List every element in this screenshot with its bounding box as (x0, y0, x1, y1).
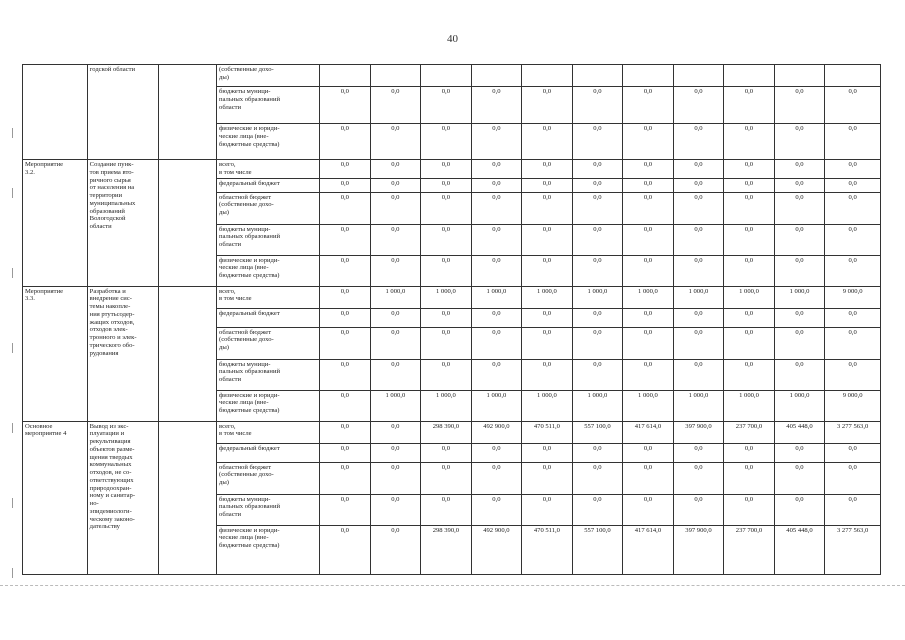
value-cell: 0,0 (522, 494, 573, 525)
value-cell: 0,0 (774, 192, 825, 224)
funding-source-cell: физические и юриди- ческие лица (вне- бюджетные средства) (217, 124, 320, 160)
value-cell: 0,0 (825, 178, 881, 192)
value-cell: 0,0 (522, 462, 573, 494)
value-cell: 0,0 (724, 443, 775, 462)
value-cell: 0,0 (471, 494, 522, 525)
value-cell: 0,0 (572, 494, 623, 525)
value-cell: 0,0 (774, 224, 825, 255)
value-cell: 0,0 (724, 255, 775, 286)
value-cell: 0,0 (825, 160, 881, 179)
description-cell: годской области (87, 65, 159, 160)
value-cell: 0,0 (623, 178, 674, 192)
value-cell: 0,0 (825, 359, 881, 390)
value-cell: 0,0 (774, 178, 825, 192)
value-cell: 0,0 (320, 87, 371, 124)
value-cell (774, 65, 825, 87)
value-cell: 0,0 (673, 255, 724, 286)
value-cell: 0,0 (673, 124, 724, 160)
value-cell: 0,0 (421, 178, 472, 192)
value-cell: 0,0 (522, 224, 573, 255)
value-cell: 0,0 (774, 359, 825, 390)
measure-cell: Мероприятие 3.3. (23, 286, 88, 421)
measure-cell: Мероприятие 3.2. (23, 160, 88, 287)
value-cell: 0,0 (673, 160, 724, 179)
value-cell: 492 900,0 (471, 421, 522, 443)
value-cell: 0,0 (623, 308, 674, 327)
value-cell: 0,0 (522, 359, 573, 390)
funding-source-cell: бюджеты муници- пальных образований области (217, 494, 320, 525)
funding-source-cell: федеральный бюджет (217, 178, 320, 192)
value-cell: 557 100,0 (572, 421, 623, 443)
value-cell: 405 448,0 (774, 525, 825, 574)
value-cell: 0,0 (370, 359, 421, 390)
value-cell: 0,0 (370, 525, 421, 574)
value-cell: 1 000,0 (471, 286, 522, 308)
page-number: 40 (447, 33, 458, 45)
funding-source-cell: федеральный бюджет (217, 443, 320, 462)
value-cell: 0,0 (825, 494, 881, 525)
table-row (23, 286, 881, 308)
value-cell: 3 277 563,0 (825, 421, 881, 443)
value-cell: 3 277 563,0 (825, 525, 881, 574)
value-cell: 0,0 (623, 255, 674, 286)
value-cell: 0,0 (471, 160, 522, 179)
value-cell: 470 511,0 (522, 525, 573, 574)
value-cell: 0,0 (421, 462, 472, 494)
value-cell: 0,0 (471, 462, 522, 494)
value-cell: 0,0 (774, 494, 825, 525)
margin-marks (12, 128, 14, 588)
value-cell: 0,0 (320, 390, 371, 421)
value-cell: 0,0 (623, 160, 674, 179)
value-cell: 1 000,0 (421, 286, 472, 308)
funding-source-cell: (собственные дохо- ды) (217, 65, 320, 87)
value-cell: 0,0 (825, 87, 881, 124)
value-cell: 0,0 (370, 327, 421, 359)
value-cell: 0,0 (774, 255, 825, 286)
value-cell: 0,0 (673, 327, 724, 359)
funding-source-cell: всего, в том числе (217, 160, 320, 179)
funding-source-cell: физические и юриди- ческие лица (вне- бюджетные средства) (217, 390, 320, 421)
value-cell: 0,0 (421, 308, 472, 327)
value-cell (320, 65, 371, 87)
value-cell: 0,0 (370, 421, 421, 443)
value-cell: 1 000,0 (370, 286, 421, 308)
value-cell: 0,0 (724, 327, 775, 359)
value-cell: 0,0 (320, 192, 371, 224)
value-cell: 0,0 (522, 87, 573, 124)
value-cell: 237 700,0 (724, 525, 775, 574)
funding-source-cell: всего, в том числе (217, 421, 320, 443)
value-cell (825, 65, 881, 87)
value-cell: 470 511,0 (522, 421, 573, 443)
value-cell: 0,0 (370, 160, 421, 179)
funding-source-cell: бюджеты муници- пальных образований области (217, 359, 320, 390)
measure-cell: Основное мероприятие 4 (23, 421, 88, 574)
value-cell (370, 65, 421, 87)
value-cell: 405 448,0 (774, 421, 825, 443)
value-cell: 0,0 (774, 87, 825, 124)
value-cell: 397 900,0 (673, 525, 724, 574)
value-cell: 1 000,0 (623, 390, 674, 421)
value-cell: 1 000,0 (623, 286, 674, 308)
value-cell: 0,0 (724, 308, 775, 327)
funding-source-cell: всего, в том числе (217, 286, 320, 308)
value-cell (623, 65, 674, 87)
value-cell: 0,0 (522, 192, 573, 224)
value-cell: 0,0 (774, 160, 825, 179)
value-cell: 0,0 (522, 178, 573, 192)
value-cell: 0,0 (825, 192, 881, 224)
value-cell: 0,0 (673, 87, 724, 124)
value-cell: 0,0 (724, 224, 775, 255)
value-cell: 0,0 (421, 359, 472, 390)
funding-source-cell: федеральный бюджет (217, 308, 320, 327)
value-cell (673, 65, 724, 87)
value-cell: 0,0 (471, 327, 522, 359)
value-cell: 0,0 (370, 462, 421, 494)
value-cell: 0,0 (320, 124, 371, 160)
value-cell: 0,0 (825, 462, 881, 494)
value-cell: 397 900,0 (673, 421, 724, 443)
value-cell: 0,0 (572, 308, 623, 327)
value-cell: 237 700,0 (724, 421, 775, 443)
value-cell: 1 000,0 (471, 390, 522, 421)
value-cell: 1 000,0 (673, 286, 724, 308)
funding-source-cell: бюджеты муници- пальных образований области (217, 87, 320, 124)
responsible-cell (159, 65, 217, 160)
value-cell: 0,0 (673, 192, 724, 224)
responsible-cell (159, 160, 217, 287)
value-cell: 0,0 (825, 308, 881, 327)
value-cell: 0,0 (320, 308, 371, 327)
value-cell: 0,0 (623, 87, 674, 124)
value-cell: 0,0 (370, 87, 421, 124)
value-cell: 0,0 (825, 255, 881, 286)
value-cell: 0,0 (421, 224, 472, 255)
value-cell: 0,0 (522, 160, 573, 179)
value-cell: 0,0 (471, 124, 522, 160)
measure-cell (23, 65, 88, 160)
funding-source-cell: физические и юриди- ческие лица (вне- бюджетные средства) (217, 255, 320, 286)
value-cell: 0,0 (825, 224, 881, 255)
value-cell: 0,0 (421, 124, 472, 160)
value-cell: 0,0 (572, 178, 623, 192)
value-cell: 0,0 (774, 443, 825, 462)
value-cell: 0,0 (421, 494, 472, 525)
value-cell: 1 000,0 (370, 390, 421, 421)
page-bottom-rule (0, 585, 905, 587)
value-cell: 0,0 (572, 327, 623, 359)
value-cell: 0,0 (471, 255, 522, 286)
value-cell: 557 100,0 (572, 525, 623, 574)
value-cell: 0,0 (724, 359, 775, 390)
value-cell: 0,0 (774, 308, 825, 327)
value-cell: 0,0 (572, 224, 623, 255)
value-cell: 0,0 (320, 359, 371, 390)
value-cell (522, 65, 573, 87)
value-cell: 1 000,0 (522, 286, 573, 308)
description-cell: Вывод из экс- плуатации и рекультивация объектов разме- щения твердых коммунальных отходов, не со- ответствующих природоохран- ному и санитар- но- эпидемиологи- ческому законо- дательству (87, 421, 159, 574)
value-cell: 0,0 (572, 443, 623, 462)
value-cell: 0,0 (471, 443, 522, 462)
value-cell: 0,0 (673, 443, 724, 462)
value-cell: 0,0 (572, 462, 623, 494)
value-cell: 492 900,0 (471, 525, 522, 574)
value-cell: 0,0 (724, 178, 775, 192)
value-cell: 0,0 (522, 308, 573, 327)
value-cell: 0,0 (623, 327, 674, 359)
table-row (23, 421, 881, 443)
value-cell: 0,0 (724, 192, 775, 224)
value-cell: 0,0 (421, 87, 472, 124)
value-cell: 417 614,0 (623, 421, 674, 443)
value-cell: 0,0 (471, 308, 522, 327)
value-cell: 0,0 (572, 192, 623, 224)
value-cell: 0,0 (320, 178, 371, 192)
value-cell: 0,0 (471, 192, 522, 224)
value-cell: 0,0 (825, 443, 881, 462)
value-cell: 0,0 (421, 192, 472, 224)
value-cell: 0,0 (673, 359, 724, 390)
responsible-cell (159, 421, 217, 574)
value-cell: 9 000,0 (825, 390, 881, 421)
value-cell: 0,0 (673, 462, 724, 494)
value-cell: 0,0 (623, 443, 674, 462)
value-cell: 0,0 (421, 443, 472, 462)
value-cell: 0,0 (724, 494, 775, 525)
table-row (23, 160, 881, 179)
value-cell (421, 65, 472, 87)
value-cell: 1 000,0 (572, 286, 623, 308)
value-cell: 1 000,0 (774, 390, 825, 421)
funding-source-cell: областной бюджет (собственные дохо- ды) (217, 192, 320, 224)
value-cell: 0,0 (724, 87, 775, 124)
value-cell: 0,0 (471, 87, 522, 124)
value-cell: 0,0 (320, 462, 371, 494)
value-cell: 0,0 (370, 192, 421, 224)
responsible-cell (159, 286, 217, 421)
value-cell: 0,0 (572, 359, 623, 390)
value-cell (572, 65, 623, 87)
value-cell: 0,0 (370, 494, 421, 525)
funding-source-cell: физические и юриди- ческие лица (вне- бюджетные средства) (217, 525, 320, 574)
value-cell: 0,0 (471, 224, 522, 255)
value-cell: 1 000,0 (572, 390, 623, 421)
description-cell: Разработка и внедрение сис- темы накопле- ния ртутьсодер- жащих отходов, отходов элек- тронного и элек- трического обо- рудования (87, 286, 159, 421)
value-cell: 298 390,0 (421, 421, 472, 443)
value-cell (471, 65, 522, 87)
budget-table (22, 64, 881, 575)
value-cell: 0,0 (724, 462, 775, 494)
value-cell: 0,0 (623, 462, 674, 494)
value-cell: 0,0 (572, 255, 623, 286)
value-cell: 0,0 (623, 359, 674, 390)
value-cell: 0,0 (421, 255, 472, 286)
value-cell: 0,0 (320, 327, 371, 359)
value-cell: 0,0 (370, 178, 421, 192)
value-cell: 1 000,0 (673, 390, 724, 421)
value-cell: 0,0 (522, 443, 573, 462)
value-cell: 0,0 (623, 192, 674, 224)
value-cell: 0,0 (623, 494, 674, 525)
value-cell (724, 65, 775, 87)
value-cell: 0,0 (724, 160, 775, 179)
value-cell: 0,0 (320, 494, 371, 525)
value-cell: 1 000,0 (724, 390, 775, 421)
value-cell: 0,0 (421, 327, 472, 359)
value-cell: 0,0 (572, 160, 623, 179)
value-cell: 1 000,0 (774, 286, 825, 308)
value-cell: 0,0 (320, 224, 371, 255)
value-cell: 0,0 (774, 124, 825, 160)
value-cell: 0,0 (370, 443, 421, 462)
value-cell: 0,0 (370, 224, 421, 255)
value-cell: 0,0 (623, 224, 674, 255)
value-cell: 1 000,0 (522, 390, 573, 421)
value-cell: 0,0 (825, 124, 881, 160)
funding-source-cell: областной бюджет (собственные дохо- ды) (217, 327, 320, 359)
value-cell: 0,0 (320, 160, 371, 179)
value-cell: 0,0 (370, 255, 421, 286)
value-cell: 0,0 (471, 359, 522, 390)
value-cell: 0,0 (522, 327, 573, 359)
value-cell: 9 000,0 (825, 286, 881, 308)
value-cell: 0,0 (320, 255, 371, 286)
funding-source-cell: бюджеты муници- пальных образований области (217, 224, 320, 255)
value-cell: 0,0 (522, 255, 573, 286)
value-cell: 0,0 (320, 443, 371, 462)
value-cell: 0,0 (421, 160, 472, 179)
value-cell: 0,0 (320, 525, 371, 574)
description-cell: Создание пунк- тов приема вто- ричного сырья от населения на территории муниципальных образований Вологодской области (87, 160, 159, 287)
value-cell: 0,0 (572, 87, 623, 124)
value-cell: 0,0 (774, 327, 825, 359)
value-cell: 1 000,0 (421, 390, 472, 421)
value-cell: 0,0 (673, 178, 724, 192)
value-cell: 0,0 (673, 494, 724, 525)
value-cell: 298 390,0 (421, 525, 472, 574)
value-cell: 0,0 (320, 421, 371, 443)
value-cell: 0,0 (825, 327, 881, 359)
value-cell: 0,0 (673, 308, 724, 327)
value-cell: 0,0 (673, 224, 724, 255)
funding-source-cell: областной бюджет (собственные дохо- ды) (217, 462, 320, 494)
value-cell: 0,0 (774, 462, 825, 494)
value-cell: 0,0 (320, 286, 371, 308)
value-cell: 0,0 (724, 124, 775, 160)
value-cell: 0,0 (572, 124, 623, 160)
value-cell: 1 000,0 (724, 286, 775, 308)
value-cell: 0,0 (370, 308, 421, 327)
value-cell: 0,0 (471, 178, 522, 192)
value-cell: 417 614,0 (623, 525, 674, 574)
value-cell: 0,0 (522, 124, 573, 160)
value-cell: 0,0 (623, 124, 674, 160)
table-row (23, 65, 881, 87)
value-cell: 0,0 (370, 124, 421, 160)
